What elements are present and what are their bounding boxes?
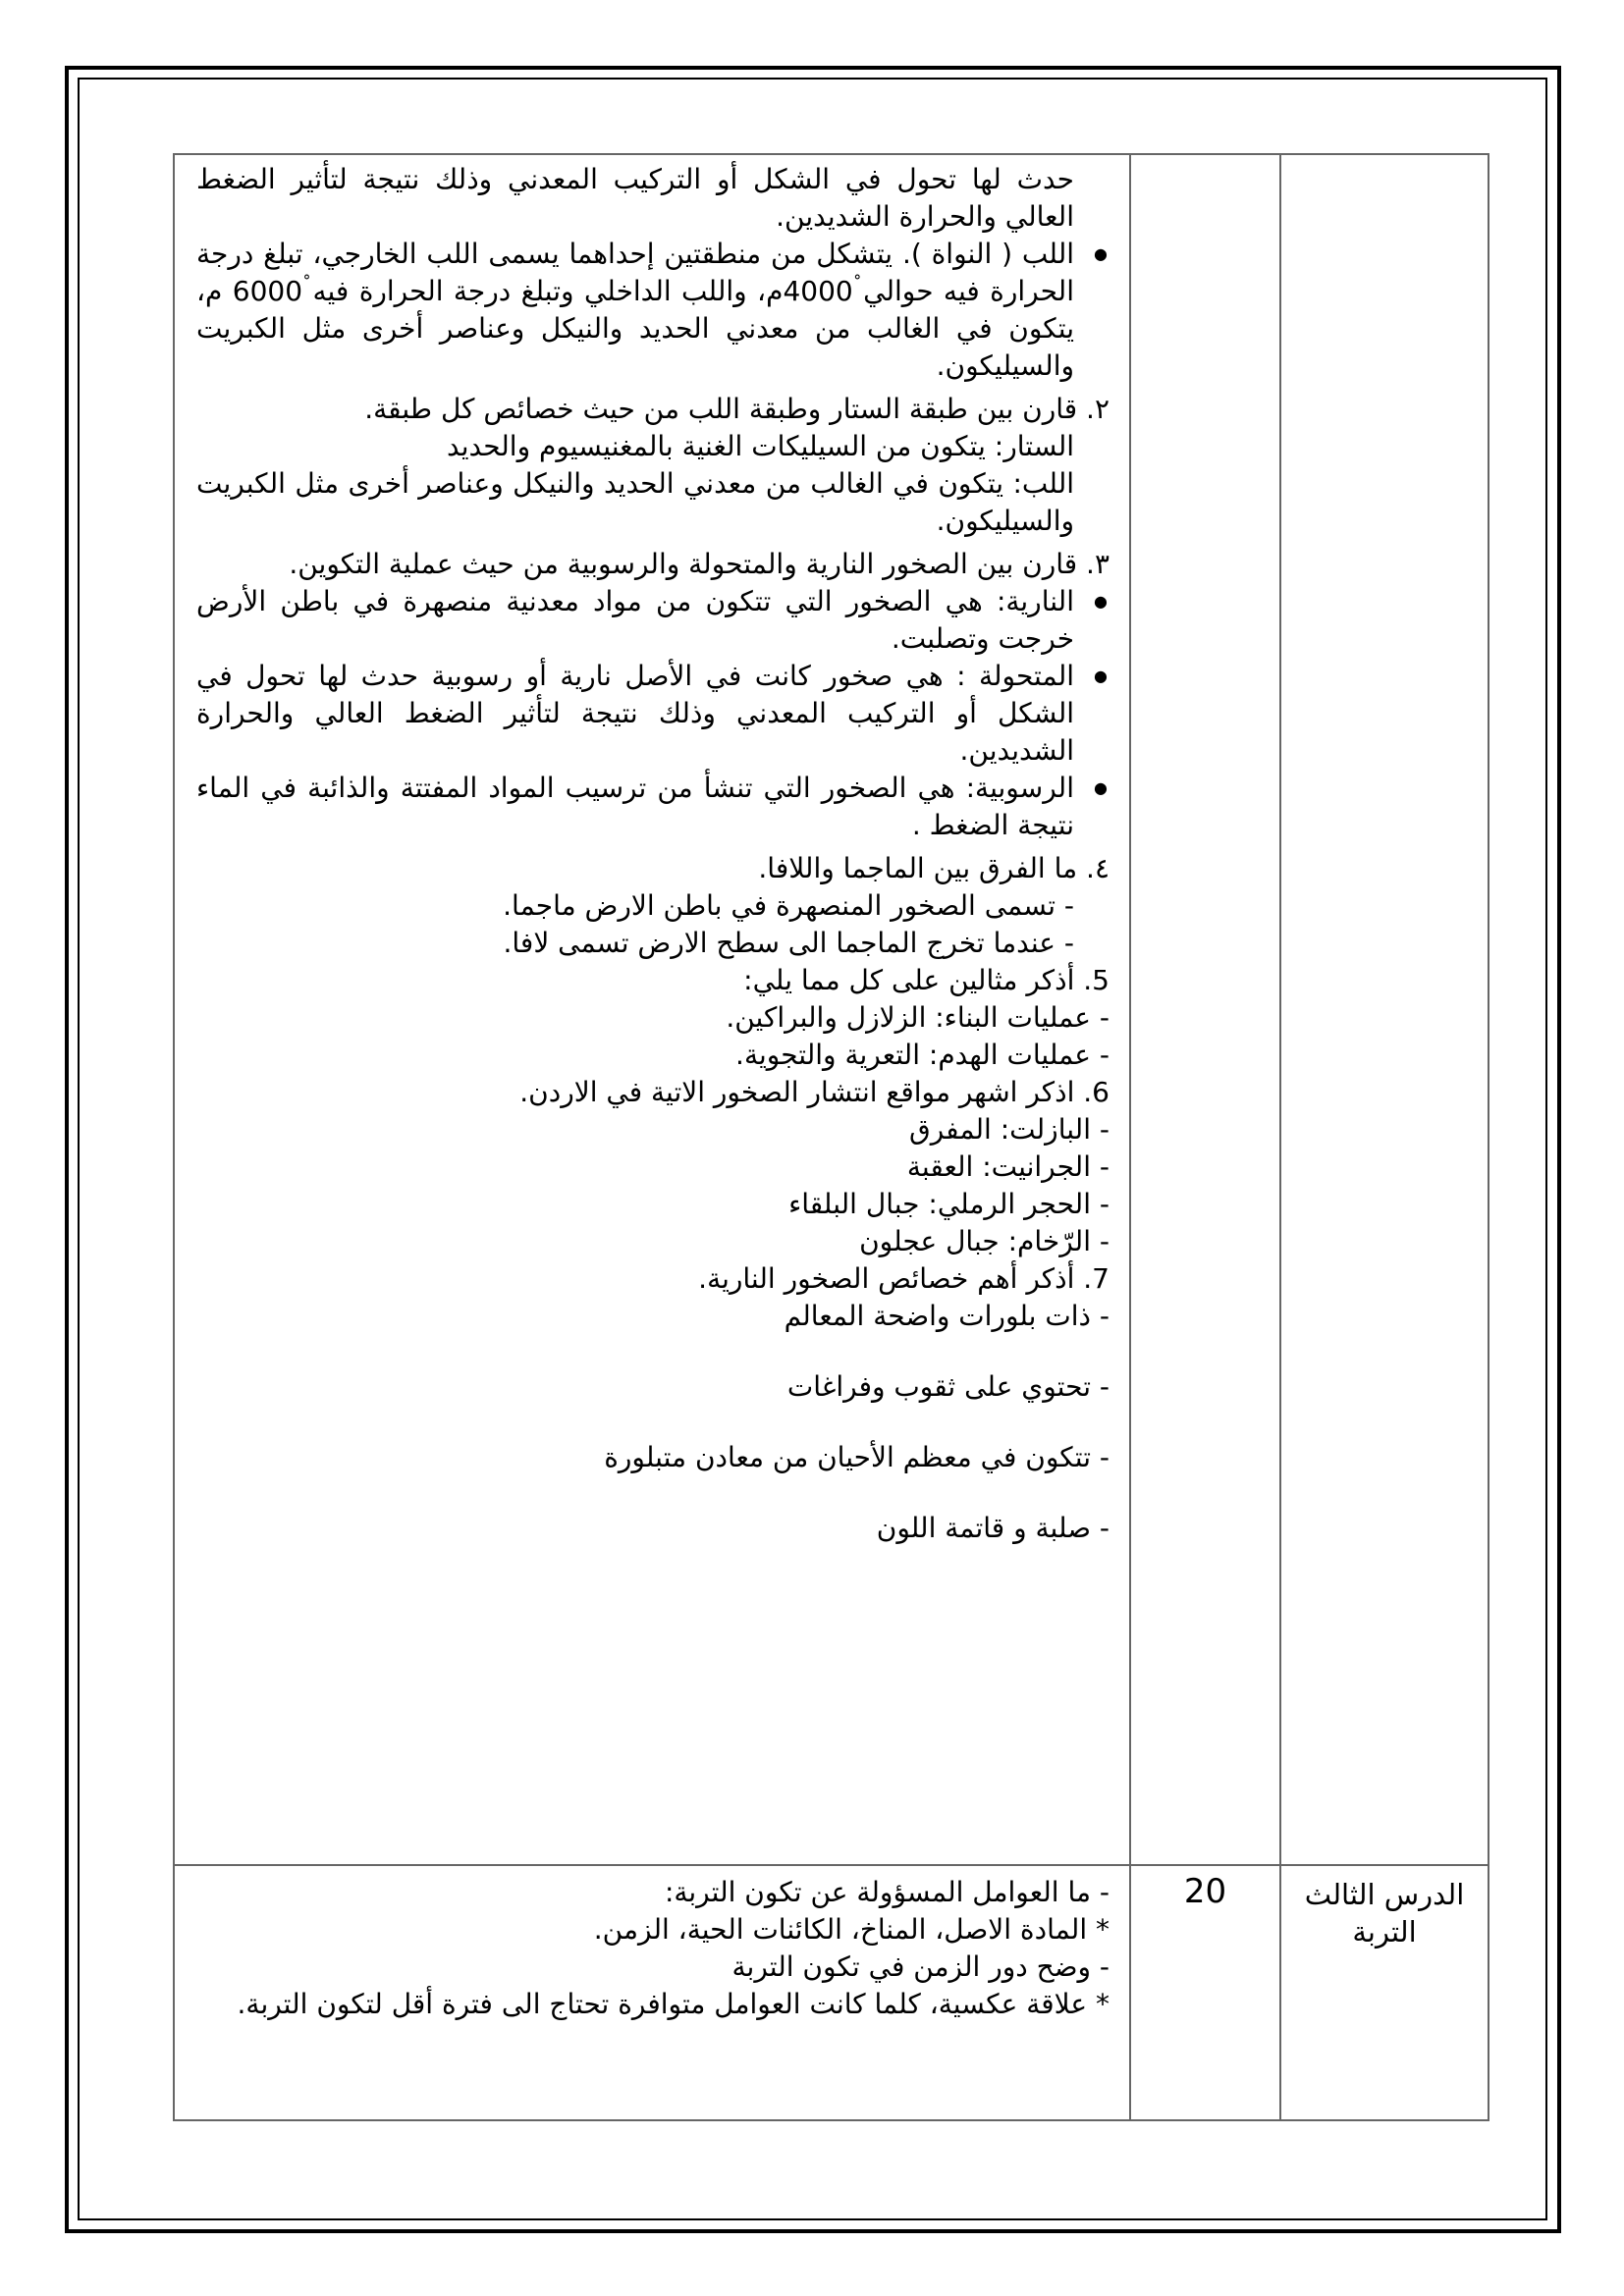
question-7-answer-a: - ذات بلورات واضحة المعالم [784,1300,1110,1332]
question-3-sedimentary: ● الرسوبية: هي الصخور التي تنشأ من ترسيب المواد المفتتة والذائبة في الماء نتيجة الضغط . [196,770,1110,844]
question-7 [196,1260,1110,1547]
question-6-answer-a: - البازلت: المفرق [908,1113,1110,1146]
question-4-answer-b: - عندما تخرج الماجما الى سطح الارض تسمى لافا. [503,927,1074,959]
question-4-answer-a: - تسمى الصخور المنصهرة في باطن الارض ماجما. [503,889,1074,922]
question-2-core: اللب: يتكون في الغالب من معدني الحديد والنيكل وعناصر أخرى مثل الكبريت والسيليكون. [196,467,1074,537]
table-row [174,1865,1489,2120]
soil-question-time: - وضح دور الزمن في تكون التربة [731,1950,1110,1983]
question-6-answer-d: - الرّخام: جبال عجلون [859,1225,1110,1257]
question-4 [196,850,1110,962]
lesson-plan-table [173,153,1489,2121]
question-6-title: 6. اذكر اشهر مواقع انتشار الصخور الاتية في الاردن. [519,1076,1110,1108]
question-3-metamorphic: ● المتحولة : هي صخور كانت في الأصل نارية أو رسوبية حدث لها تحول في الشكل أو التركيب المعدني وذلك نتيجة لتأثير الضغط العالي والحرارة الشديدين. [196,658,1110,770]
lesson-cell [1280,154,1489,1865]
question-3-igneous: ● النارية: هي الصخور التي تتكون من مواد معدنية منصهرة في باطن الأرض خرجت وتصلبت. [196,583,1110,658]
question-7-answer-b: - تحتوي على ثقوب وفراغات [786,1370,1110,1403]
question-5-answer-a: - عمليات البناء: الزلازل والبراكين. [726,1001,1110,1034]
lesson-topic: التربة [1352,1915,1417,1949]
question-6 [196,1074,1110,1260]
period-number: 20 [1183,1872,1227,1911]
soil-answer-time: * علاقة عكسية، كلما كانت العوامل متوافرة تحتاج الى فترة أقل لتكون التربة. [237,1988,1110,2020]
question-5-title: 5. أذكر مثالين على كل مما يلي: [743,964,1110,996]
question-4-title: ٤. ما الفرق بين الماجما واللافا. [758,852,1110,884]
question-2-mantle: الستار: يتكون من السيليكات الغنية بالمغنيسيوم والحديد [447,430,1074,462]
lesson-cell [1280,1865,1489,2120]
question-3 [196,546,1110,844]
core-bullet: ● اللب ( النواة ). يتشكل من منطقتين إحداهما يسمى اللب الخارجي، تبلغ درجة الحرارة فيه حوالي 4000م، واللب الداخلي وتبلغ درجة الحرارة فيه 6000 م، يتكون في الغالب من معدني الحديد والنيكل وعناصر أخرى مثل الكبريت والسيليكون. [196,236,1110,385]
table-row [174,154,1489,1865]
question-6-answer-c: - الحجر الرملي: جبال البلقاء [788,1188,1110,1220]
question-2-title: ٢. قارن بين طبقة الستار وطبقة اللب من حيث خصائص كل طبقة. [364,393,1110,425]
question-5 [196,962,1110,1074]
question-3-title: ٣. قارن بين الصخور النارية والمتحولة والرسوبية من حيث عملية التكوين. [289,548,1110,580]
question-5-answer-b: - عمليات الهدم: التعرية والتجوية. [735,1039,1110,1071]
question-7-answer-c: - تتكون في معظم الأحيان من معادن متبلورة [604,1441,1110,1473]
content-cell [174,1865,1130,2120]
soil-question-factors: - ما العوامل المسؤولة عن تكون التربة: [664,1876,1110,1908]
soil-answer-factors: * المادة الاصل، المناخ، الكائنات الحية، الزمن. [593,1913,1110,1946]
lesson-title: الدرس الثالث [1304,1878,1465,1911]
number-cell [1130,1865,1280,2120]
number-cell [1130,154,1280,1865]
content-cell [174,154,1130,1865]
question-2 [196,391,1110,540]
question-7-title: 7. أذكر أهم خصائص الصخور النارية. [698,1262,1110,1295]
question-7-answer-d: - صلبة و قاتمة اللون [876,1512,1110,1544]
metamorphic-continuation: حدث لها تحول في الشكل أو التركيب المعدني وذلك نتيجة لتأثير الضغط العالي والحرارة الشديدين. [196,163,1074,233]
question-6-answer-b: - الجرانيت: العقبة [906,1150,1110,1183]
